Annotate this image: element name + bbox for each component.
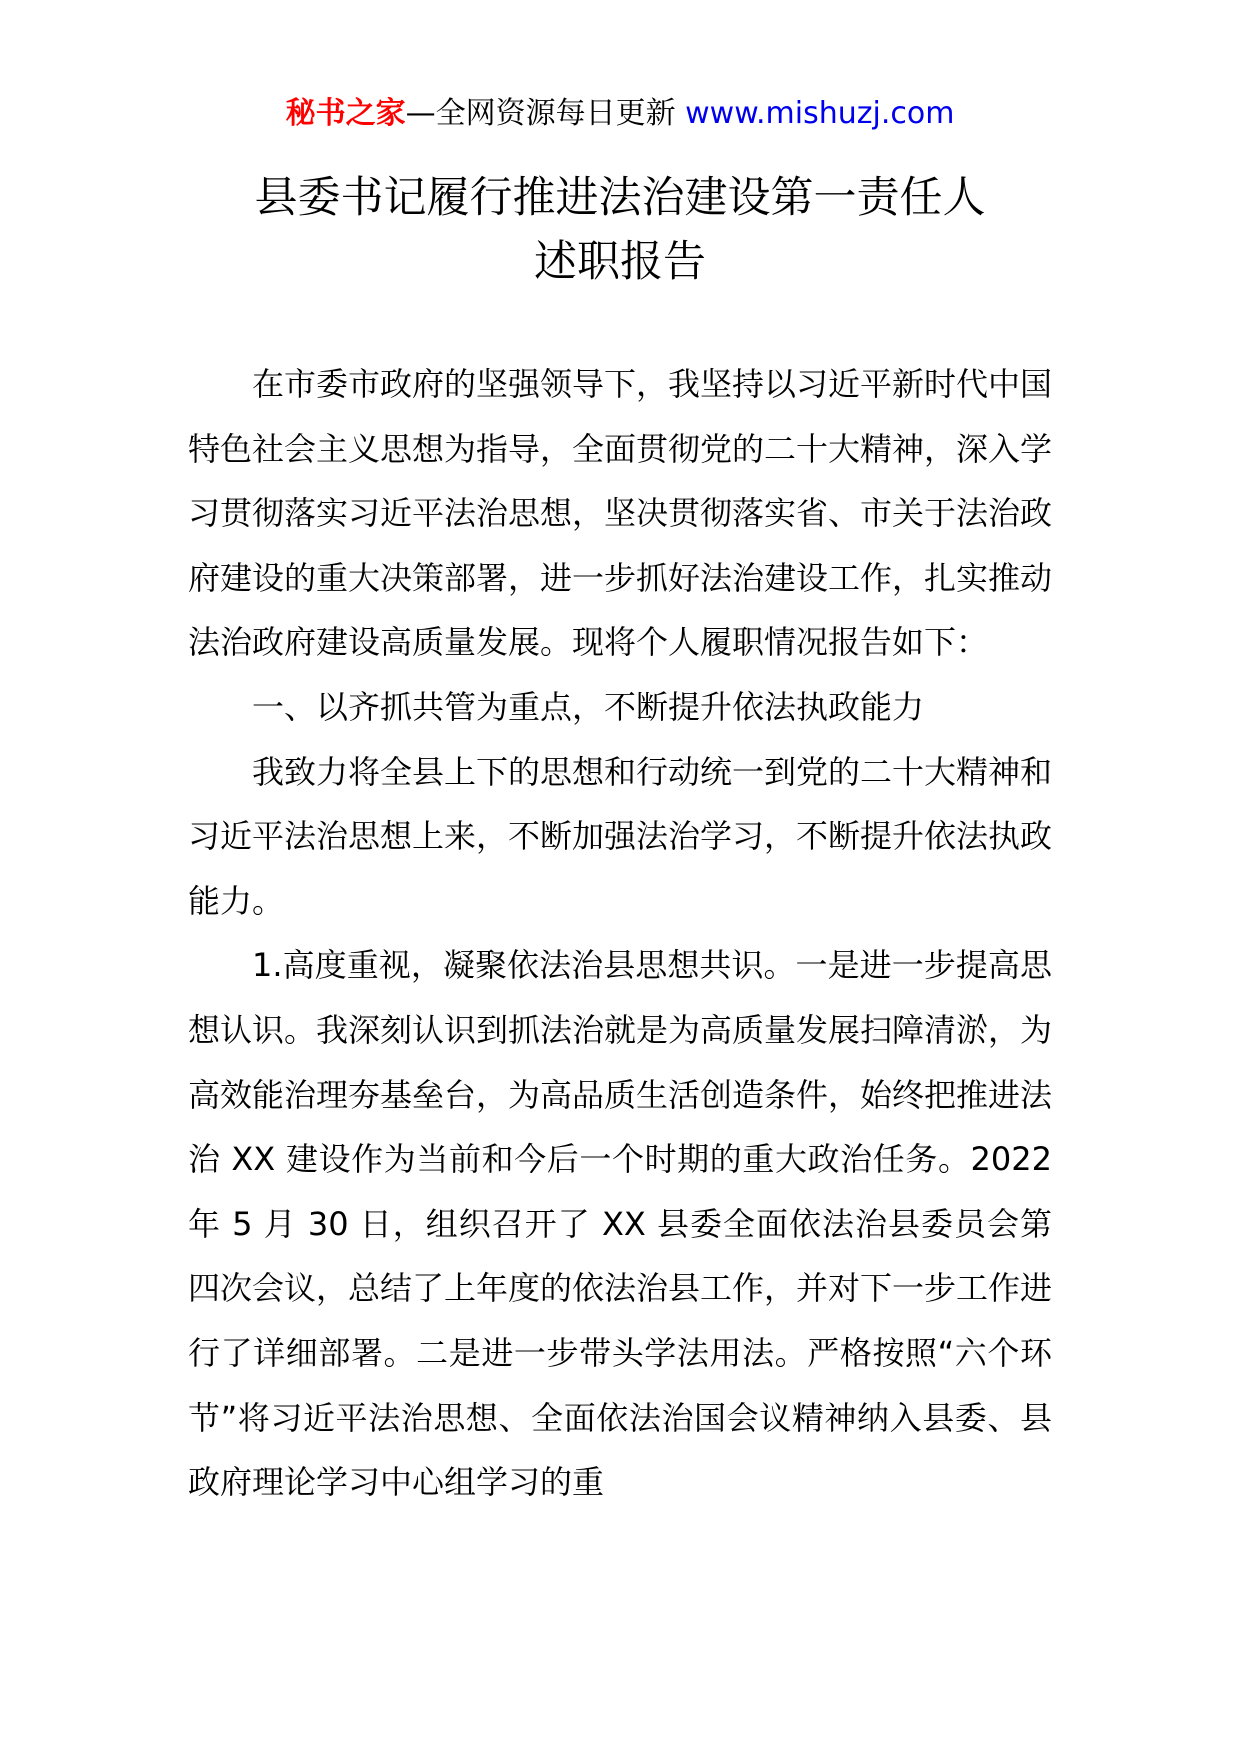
intro-paragraph: 在市委市政府的坚强领导下，我坚持以习近平新时代中国特色社会主义思想为指导，全面贯彻党的二十大精神，深入学习贯彻落实习近平法治思想，坚决贯彻落实省、市关于法治政府建设的重大决策部署，进一步抓好法治建设工作，扎实推动法治政府建设高质量发展。现将个人履职情况报告如下： bbox=[188, 365, 1053, 662]
document-body bbox=[188, 352, 1063, 1515]
site-url-link[interactable]: www.mishuzj.com bbox=[685, 96, 955, 131]
title-line-1: 县委书记履行推进法治建设第一责任人 bbox=[254, 173, 986, 223]
document-title bbox=[0, 166, 1240, 294]
title-line-2: 述职报告 bbox=[534, 237, 706, 287]
site-header bbox=[0, 94, 1240, 134]
section-1-paragraph: 我致力将全县上下的思想和行动统一到党的二十大精神和习近平法治思想上来，不断加强法治学习，不断提升依法执政能力。 bbox=[188, 752, 1053, 920]
item-1-paragraph: 1.高度重视，凝聚依法治县思想共识。一是进一步提高思想认识。我深刻认识到抓法治就是为高质量发展扫障清淤，为高效能治理夯基垒台，为高品质生活创造条件，始终把推进法治 XX 建设作为当前和今后一个时期的重大政治任务。2022 年 5 月 30 日，组织召开了 XX 县委全面依法治县委员会第四次会议，总结了上年度的依法治县工作，并对下一步工作进行了详细部署。二是进一步带头学法用法。严格按照“六个环节”将习近平法治思想、全面依法治国会议精神纳入县委、县政府理论学习中心组学习的重 bbox=[188, 946, 1063, 1502]
section-heading-1: 一、以齐抓共管为重点，不断提升依法执政能力 bbox=[252, 687, 925, 726]
brand-name: 秘书之家 bbox=[285, 96, 406, 131]
header-tagline: —全网资源每日更新 bbox=[405, 96, 676, 131]
